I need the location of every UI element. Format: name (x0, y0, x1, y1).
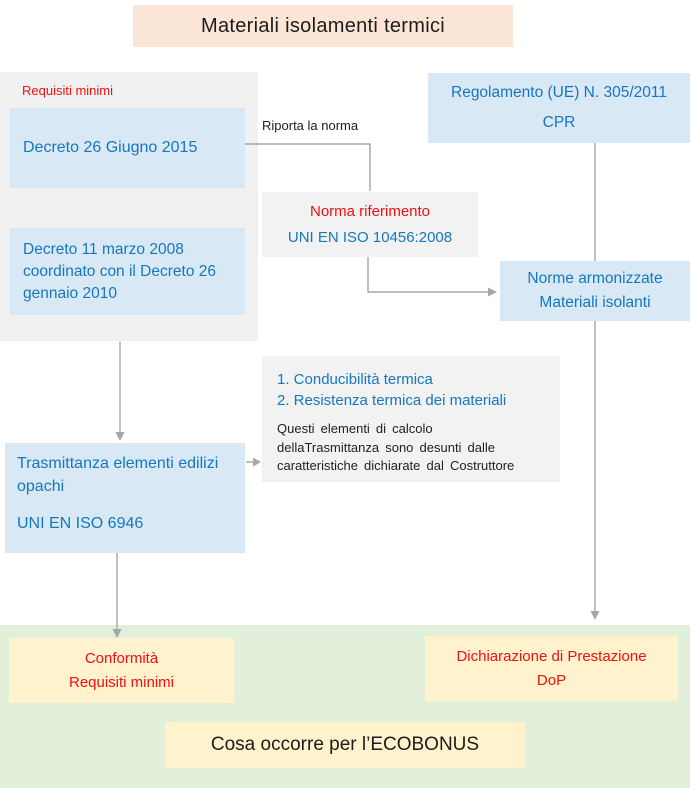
connector-norma-to-norme-armonizzate (368, 257, 497, 297)
uni-en-iso-10456-label: UNI EN ISO 10456:2008 (287, 228, 453, 246)
norme-armonizzate-box (500, 261, 690, 321)
ecobonus-label: Cosa occorre per l’ECOBONUS (210, 734, 480, 755)
dop-line1: Dichiarazione di Prestazione (456, 647, 647, 665)
uni-en-iso-6946-label: UNI EN ISO 6946 (17, 515, 144, 532)
conformita-line2: Requisiti minimi (68, 673, 175, 691)
arrow-right-icon (253, 458, 261, 467)
norma-riferimento-label: Norma riferimento (309, 203, 431, 221)
arrow-down-icon (591, 611, 600, 620)
decreto-2015-label: Decreto 26 Giugno 2015 (23, 139, 198, 156)
conformita-box (9, 638, 234, 703)
norma-riferimento-box (262, 192, 478, 257)
norme-armonizzate-line2: Materiali isolanti (539, 294, 651, 311)
ecobonus-title-box (165, 722, 525, 768)
connector-regolamento-to-green-panel (591, 143, 600, 620)
dop-line2: DoP (536, 671, 567, 689)
page-title: Materiali isolamenti termici (200, 14, 445, 37)
ecobonus-panel (0, 625, 690, 788)
regolamento-cpr-box (428, 73, 690, 143)
decreto-2008-box (10, 228, 245, 315)
riporta-la-norma-label: Riporta la norma (262, 118, 359, 133)
calcolo-box (262, 356, 560, 482)
conformita-line1: Conformità (84, 649, 159, 667)
trasmittanza-box (5, 443, 245, 553)
norme-armonizzate-line1: Norme armonizzate (527, 270, 663, 287)
resistenza-item: 2. Resistenza termica dei materiali (277, 392, 507, 409)
connector-trasmittanza-to-calcolo (246, 458, 261, 467)
connector-decreto-to-norma (245, 144, 370, 191)
arrow-down-icon (116, 432, 125, 441)
title-box (133, 5, 513, 47)
arrow-right-icon (488, 288, 497, 297)
requisiti-minimi-heading: Requisiti minimi (22, 83, 114, 98)
dop-box (425, 636, 678, 701)
trasmittanza-line1: Trasmittanza elementi edilizi opachi (17, 455, 219, 495)
connector-panel-to-trasmittanza (116, 342, 125, 441)
calcolo-note: Questi elementi di calcolo dellaTrasmittanza sono desunti dalle caratteristiche dichiarate dal Costruttore (277, 421, 515, 473)
regolamento-line1: Regolamento (UE) N. 305/2011 (451, 84, 667, 102)
decreto-2008-label: Decreto 11 marzo 2008 coordinato con il Decreto 26 gennaio 2010 (23, 240, 217, 302)
decreto-2015-box (10, 108, 245, 188)
regolamento-line2: CPR (542, 113, 576, 131)
conducibilita-item: 1. Conducibilità termica (277, 371, 433, 388)
requisiti-minimi-panel (0, 72, 258, 341)
